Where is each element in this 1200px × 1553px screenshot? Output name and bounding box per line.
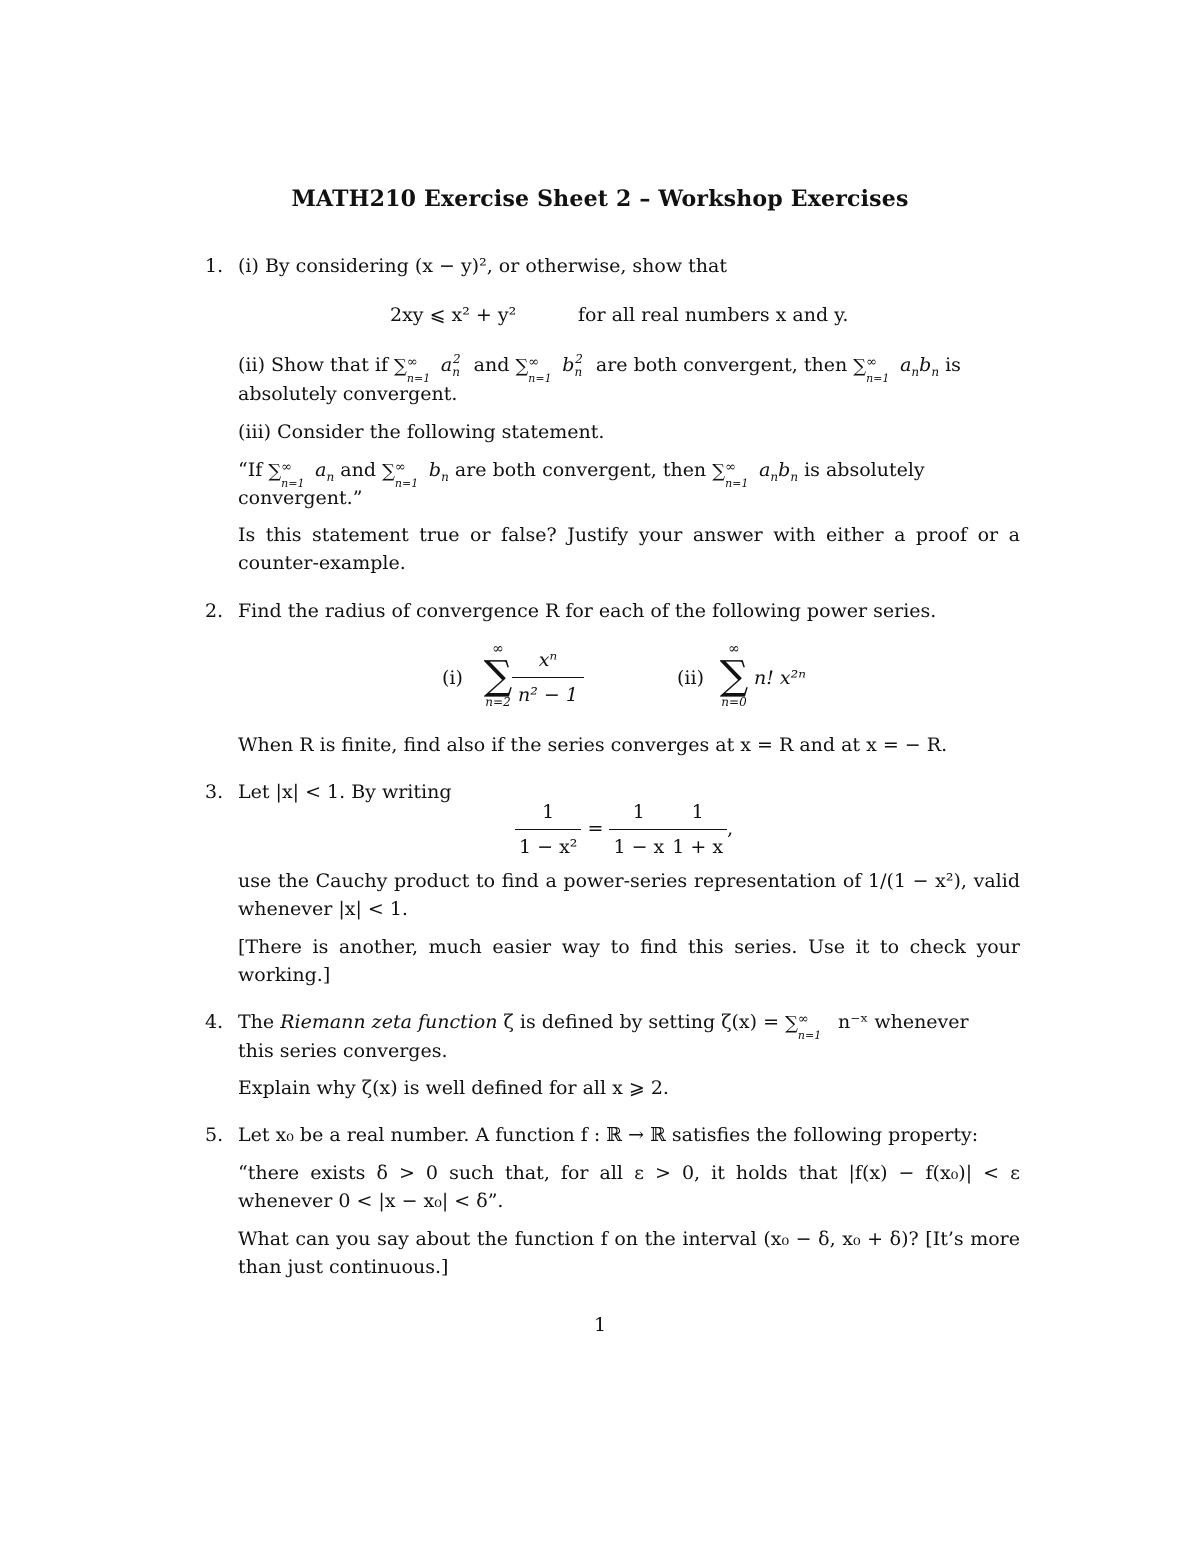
term-ab: $a_nb_n$	[900, 354, 940, 379]
q1-quote-c: is absolutely	[804, 459, 925, 481]
frac1-numerator: 1	[515, 798, 581, 830]
sum-sign: ∑	[382, 461, 395, 482]
q1-display-condition: for all real numbers x and y.	[578, 304, 849, 326]
frac2-numerator: 1	[609, 798, 668, 830]
sum-limits: ∞ n=1	[797, 1012, 822, 1042]
frac3-denominator: 1 + x	[672, 836, 724, 858]
q3-use: use the Cauchy product to find a power-series representation of 1/(1 − x²), valid whenever |x| < 1.	[238, 870, 1020, 920]
sum-sign: ∑	[853, 356, 867, 377]
sum-limits: ∞ n=1	[866, 355, 890, 385]
q4-number: 4.	[205, 1011, 224, 1033]
q1-display-inequality: 2xy ⩽ x² + y²	[390, 304, 517, 326]
term-a: $a_n$	[315, 459, 335, 484]
series-i-sum	[481, 642, 515, 708]
q1-part-i-a: (i) By considering (x − y)²	[238, 255, 487, 277]
series-ii-upper: ∞	[728, 641, 740, 657]
q3-note: [There is another, much easier way to find this series. Use it to check your working.]	[238, 936, 1020, 986]
q4-c: n⁻ˣ whenever	[837, 1011, 969, 1033]
q5-quote: “there exists δ > 0 such that, for all ε > 0, it holds that |f(x) − f(x₀)| < ε whenever 0 < |x − x₀| < δ”.	[238, 1162, 1020, 1212]
series-i-fraction	[512, 646, 584, 709]
equals-sign: =	[587, 817, 604, 840]
frac3-numerator: 1	[668, 798, 727, 830]
q1-part-ii-and: and	[473, 354, 510, 376]
q1-quote	[238, 456, 925, 490]
term-a-squared: $a_n^2$	[440, 352, 461, 379]
q1-part-ii	[238, 351, 961, 385]
term-ab: $a_nb_n$	[759, 459, 799, 484]
q1-number: 1.	[205, 255, 224, 277]
page-number: 1	[593, 1314, 607, 1336]
frac1-denominator: 1 − x²	[519, 836, 578, 858]
q3-identity: $\frac{1}{\text{1 − x²}}$ = $\frac{1}{1 - x}$ $\frac{1}{1 + x}$ ,	[515, 798, 733, 861]
q4-b: ζ is defined by setting ζ(x) =	[503, 1011, 780, 1033]
q3-lead: Let |x| < 1. By writing	[238, 781, 452, 803]
series-i-label: (i)	[442, 667, 463, 689]
term-b-squared: $b_n^2$	[562, 352, 583, 379]
series-i-denominator: n² − 1	[518, 684, 578, 706]
q5-ask: What can you say about the function f on the interval (x₀ − δ, x₀ + δ)? [It’s more than just continuous.]	[238, 1228, 1020, 1278]
q3-number: 3.	[205, 781, 224, 803]
sum-sign: ∑	[719, 653, 749, 699]
sum-sign: ∑	[268, 461, 282, 482]
q1-ask: Is this statement true or false? Justify your answer with either a proof or a counter-example.	[238, 524, 1020, 574]
series-ii-term: n! x²ⁿ	[754, 667, 806, 689]
series-i-numerator: xⁿ	[512, 646, 584, 678]
term-b: $b_n$	[428, 459, 449, 484]
q1-part-i	[238, 252, 727, 280]
q4-definition	[238, 1008, 969, 1042]
series-ii-label: (ii)	[677, 667, 704, 689]
series-ii-lower: n=0	[721, 695, 747, 709]
sum-limits: ∞ n=1	[406, 355, 431, 385]
series-i-upper: ∞	[492, 641, 504, 657]
q4-term: Riemann zeta function	[280, 1011, 498, 1033]
series-i-lower: n=2	[485, 695, 511, 709]
sum-sign: ∑	[712, 461, 726, 482]
q1-part-i-b: , or otherwise, show that	[486, 255, 727, 277]
q5-lead: Let x₀ be a real number. A function f : ℝ → ℝ satisfies the following property:	[238, 1124, 979, 1146]
sum-sign: ∑	[483, 653, 513, 699]
sum-limits: ∞ n=1	[528, 355, 552, 385]
q1-quote-d: convergent.”	[238, 487, 363, 509]
q2-finite: When R is finite, find also if the series converges at x = R and at x = − R.	[238, 734, 948, 756]
sum-limits: ∞ n=1	[725, 460, 749, 490]
q1-quote-a: “If	[238, 459, 263, 481]
q1-part-ii-b: are both convergent, then	[595, 354, 848, 376]
q2-number: 2.	[205, 600, 224, 622]
series-ii-sum	[717, 642, 751, 708]
q1-part-ii-c: is	[945, 354, 961, 376]
frac2-denominator: 1 − x	[613, 836, 665, 858]
sum-limits: ∞ n=1	[394, 460, 419, 490]
page-title: MATH210 Exercise Sheet 2 – Workshop Exercises	[291, 186, 909, 212]
q2-text: Find the radius of convergence R for each of the following power series.	[238, 600, 937, 622]
q1-quote-and: and	[340, 459, 377, 481]
sum-sign: ∑	[785, 1013, 798, 1034]
q4-d: this series converges.	[238, 1040, 448, 1062]
sum-sign: ∑	[394, 356, 407, 377]
q5-number: 5.	[205, 1124, 224, 1146]
q4-a: The	[238, 1011, 275, 1033]
q4-explain: Explain why ζ(x) is well defined for all x ⩾ 2.	[238, 1077, 669, 1099]
sum-limits: ∞ n=1	[281, 460, 305, 490]
q1-part-iii: (iii) Consider the following statement.	[238, 421, 605, 443]
sum-sign: ∑	[515, 356, 529, 377]
q1-part-ii-d: absolutely convergent.	[238, 383, 458, 405]
q1-part-ii-a: (ii) Show that if	[238, 354, 388, 376]
q1-quote-b: are both convergent, then	[454, 459, 707, 481]
